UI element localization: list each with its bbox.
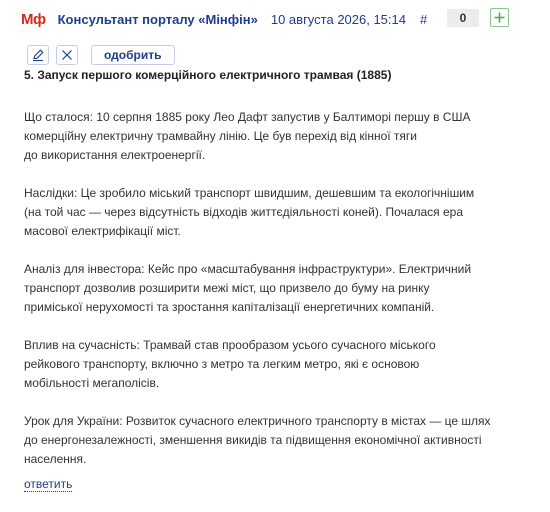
- post-body: [24, 108, 524, 488]
- edit-button[interactable]: [27, 45, 49, 65]
- paragraph-consequences: Наслідки: Це зробило міський транспорт швидшим, дешевшим та екологічнішим (на той час — через відсутність відходів життєдіяльності коней). Почалася ера масової електрифікації міст.: [24, 186, 475, 238]
- paragraph-investor-analysis: Аналіз для інвестора: Кейс про «масштабування інфраструктури». Електричний транспорт дозволив розширити межі міст, що призвело до буму на ринку приміської нерухомості та зростання капіталізації енергетичних компаній.: [24, 262, 472, 314]
- pencil-icon: [31, 48, 45, 62]
- reply-link[interactable]: ответить: [24, 477, 73, 491]
- post-title: 5. Запуск першого комерційного електричного трамвая (1885): [24, 68, 392, 82]
- moderation-toolbar: [27, 44, 175, 66]
- comment-date: 10 августа 2026, 15:14: [270, 11, 406, 27]
- approve-button[interactable]: одобрить: [91, 45, 175, 65]
- paragraph-ukraine-lesson: Урок для України: Розвиток сучасного електричного транспорту в містах — це шлях до енергонезалежності, зменшення викидів та підвищення економічної активності населення.: [24, 414, 491, 466]
- upvote-button[interactable]: [490, 8, 509, 27]
- author-link[interactable]: Консультант порталу «Мінфін»: [57, 11, 258, 27]
- comment-header: [21, 8, 427, 30]
- minfin-logo: Мф: [21, 10, 46, 28]
- permalink-link[interactable]: #: [420, 11, 428, 27]
- close-icon: [60, 48, 74, 62]
- rating-score: 0: [447, 9, 479, 27]
- paragraph-modern-impact: Вплив на сучасність: Трамвай став прообразом усього сучасного міського рейкового транспорту, включно з метро та легким метро, які є основою мобільності мегаполісів.: [24, 338, 436, 390]
- plus-icon: [491, 9, 508, 26]
- delete-button[interactable]: [56, 45, 78, 65]
- paragraph-what-happened: Що сталося: 10 серпня 1885 року Лео Дафт запустив у Балтиморі першу в США комерційну електричну трамвайну лінію. Це був перехід від кінної тяги до використання електроенергії.: [24, 110, 471, 162]
